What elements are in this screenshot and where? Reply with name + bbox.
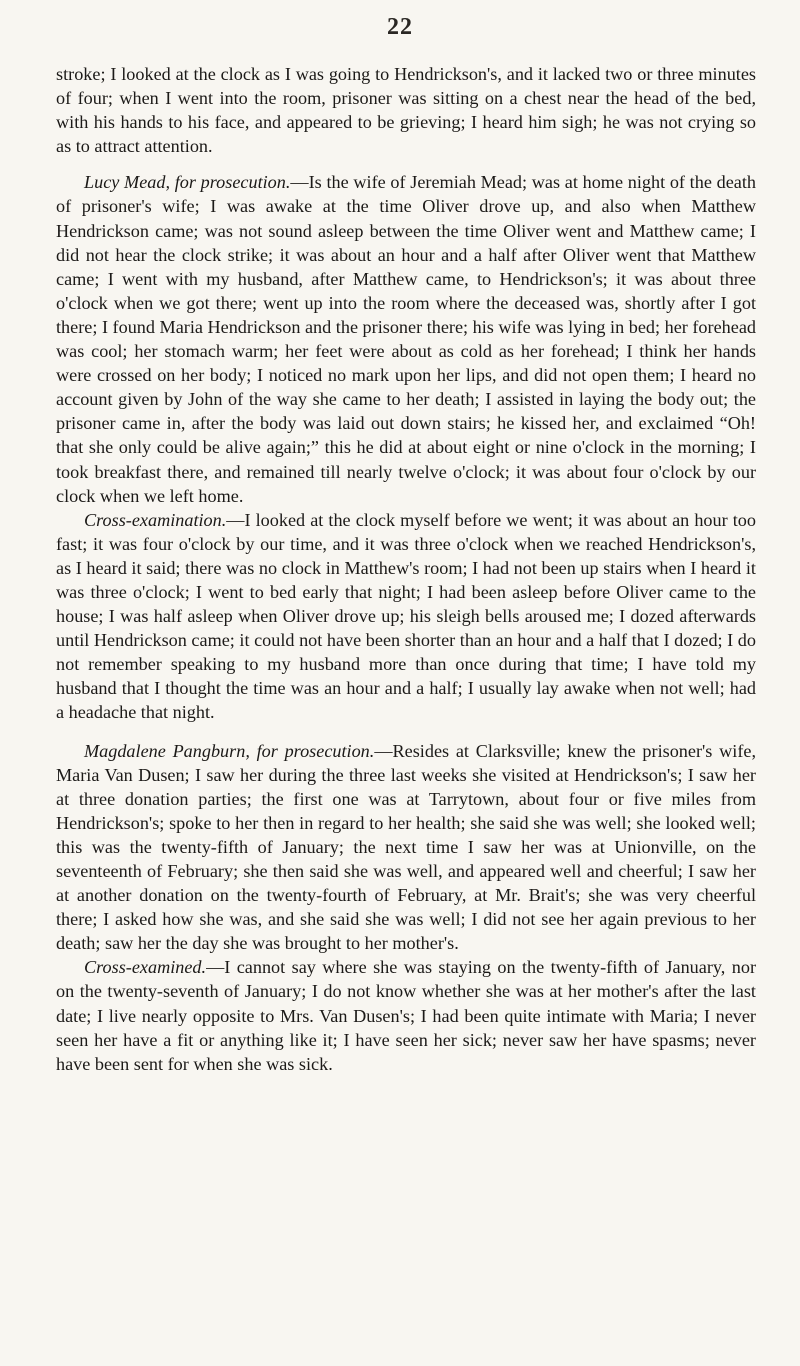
paragraph-magdalene-pangburn-testimony	[56, 739, 756, 956]
paragraph-cross-examined	[56, 955, 756, 1075]
paragraph-text: stroke; I looked at the clock as I was going to Hendrickson's, and it lacked two or three minutes of four; when I went into the room, prisoner was sitting on a chest near the head of the bed, with his hands to his face, and appeared to be grieving; I heard him sigh; he was not crying so as to attract attention.	[56, 64, 756, 157]
section-heading: Cross-examined.	[84, 957, 207, 978]
paragraph-cross-examination	[56, 508, 756, 725]
paragraph-text: —I looked at the clock myself before we went; it was about an hour too fast; it was four o'clock by our time, and it was three o'clock when we reached Hendrickson's, as I heard it said; there was no clock in Matthew's room; I had not been up stairs when I heard it was three o'clock; I went to bed early that night; I had been asleep before Oliver came to the house; I was half asleep when Oliver drove up; his sleigh bells aroused me; I dozed afterwards until Hendrickson came; it could not have been shorter than an hour and a half that I dozed; I do not remember speaking to my husband more than once during that time; I have told my husband that I thought the time was an hour and a half; I usually lay awake when not well; had a headache that night.	[56, 509, 756, 723]
section-heading: Cross-examination.	[84, 509, 227, 530]
paragraph-text: —Resides at Clarksville; knew the prisoner's wife, Maria Van Dusen; I saw her during the three last weeks she visited at Hendrickson's; I saw her at three donation parties; the first one was at Tarrytown, about four or five miles from Hendrickson's; spoke to her then in regard to her health; she said she was well; she looked well; this was the twenty-fifth of January; the next time I saw her was at Unionville, on the seventeenth of February; she then said she was well, and appeared well and cheerful; I saw her at another donation on the twenty-fourth of February, at Mr. Brait's; she was very cheerful there; I asked how she was, and she said she was well; I did not see her again previous to her death; saw her the day she was brought to her mother's.	[56, 740, 756, 954]
body-text	[56, 62, 756, 1076]
paragraph-continuation	[56, 62, 756, 158]
page-number: 22	[387, 14, 413, 40]
paragraph-text: —Is the wife of Jeremiah Mead; was at home night of the death of prisoner's wife; I was awake at the time Oliver drove up, and also when Matthew Hendrickson came; was not sound asleep between the time Oliver went and Matthew came; I did not hear the clock strike; it was about an hour and a half after Oliver went that Matthew came; I went with my husband, after Matthew came, to Hendrickson's; it was about three o'clock when we got there; went up into the room where the deceased was, shortly after I got there; I found Maria Hendrickson and the prisoner there; his wife was lying in bed; her forehead was cool; her stomach warm; her feet were about as cold as her forehead; I think her hands were crossed on her body; I noticed no mark upon her lips, and did not open them; I heard no account given by John of the way she came to her death; I assisted in laying the body out; the prisoner came in, after the body was laid out down stairs; he kissed her, and exclaimed “Oh! that she only could be alive again;” this he did at about eight or nine o'clock in the morning; I took breakfast there, and remained till nearly twelve o'clock; it was about four o'clock by our clock when we left home.	[56, 172, 756, 506]
paragraph-text: —I cannot say where she was staying on the twenty-fifth of January, nor on the twenty-seventh of January; I do not know whether she was at her mother's after the last date; I live nearly opposite to Mrs. Van Dusen's; I had been quite intimate with Maria; I never seen her have a fit or anything like it; I have seen her sick; never saw her have spasms; never have been sent for when she was sick.	[56, 957, 756, 1074]
witness-heading: Lucy Mead, for prosecution.	[84, 172, 291, 193]
paragraph-lucy-mead-testimony	[56, 170, 756, 507]
witness-heading: Magdalene Pangburn, for prosecution.	[84, 740, 375, 761]
